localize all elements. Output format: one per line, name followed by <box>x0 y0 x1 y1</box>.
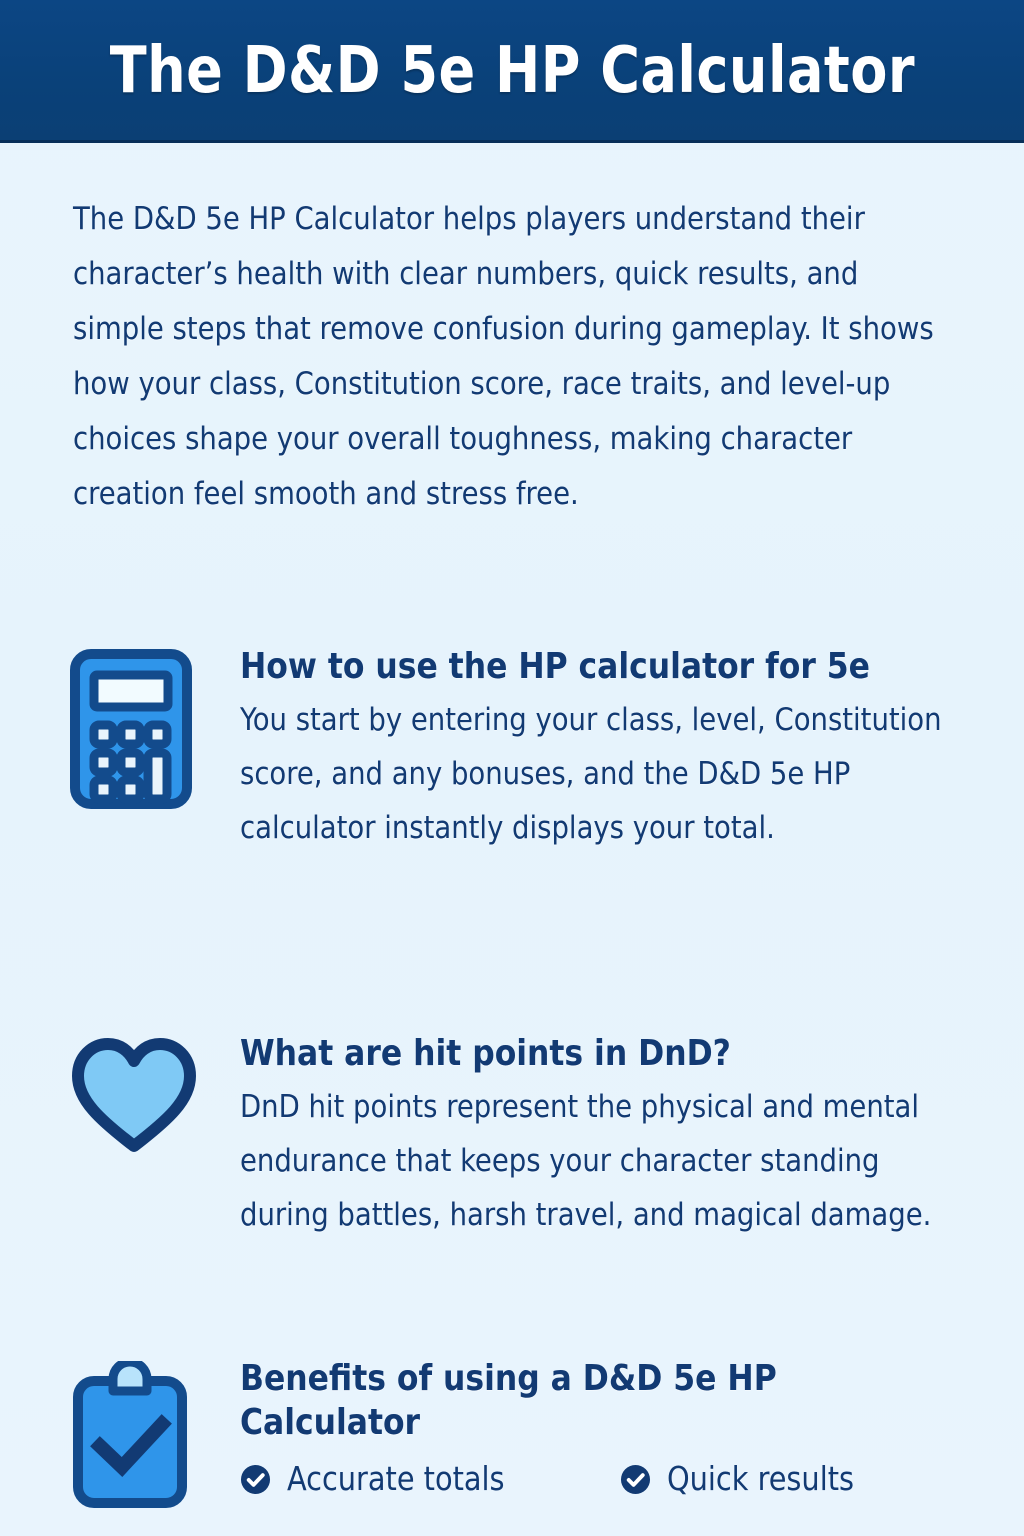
section-icon-container <box>70 1032 240 1154</box>
section-heading: How to use the HP calculator for 5e <box>240 646 870 687</box>
header-banner <box>0 0 1024 143</box>
benefit-label: Accurate totals <box>287 1459 505 1498</box>
intro-paragraph: The D&D 5e HP Calculator helps players understand their character’s health with clear numbers, quick results, and simple steps that remove confusion during gameplay. It shows how your class, Constitution score, race traits, and level-up choices shape your overall toughness, making character creation feel smooth and stress free. <box>73 201 934 512</box>
section-body: You start by entering your class, level, Constitution score, and any bonuses, and the D&D 5e HP calculator instantly displays your total. <box>240 702 942 846</box>
section-heading: What are hit points in DnD? <box>240 1033 731 1074</box>
list-item <box>240 1459 620 1499</box>
section-text-container <box>240 645 975 855</box>
section-icon-container <box>70 645 240 809</box>
section-benefits <box>70 1357 975 1511</box>
section-body: DnD hit points represent the physical and mental endurance that keeps your character standing during battles, harsh travel, and magical damage. <box>240 1089 932 1233</box>
section-how-to-use <box>70 645 975 855</box>
check-circle-icon <box>620 1464 651 1495</box>
section-text-container <box>240 1032 975 1242</box>
section-hit-points <box>70 1032 975 1242</box>
page-title: The D&D 5e HP Calculator <box>109 34 915 108</box>
list-item <box>620 1459 1000 1499</box>
section-heading: Benefits of using a D&D 5e HP Calculator <box>240 1358 777 1443</box>
section-icon-container <box>70 1357 240 1511</box>
calculator-icon <box>70 649 192 809</box>
check-circle-icon <box>240 1464 271 1495</box>
heart-icon <box>70 1036 198 1154</box>
benefits-list <box>240 1459 1000 1507</box>
section-text-container <box>240 1357 1000 1507</box>
benefit-label: Quick results <box>667 1459 854 1498</box>
clipboard-check-icon <box>70 1361 190 1511</box>
